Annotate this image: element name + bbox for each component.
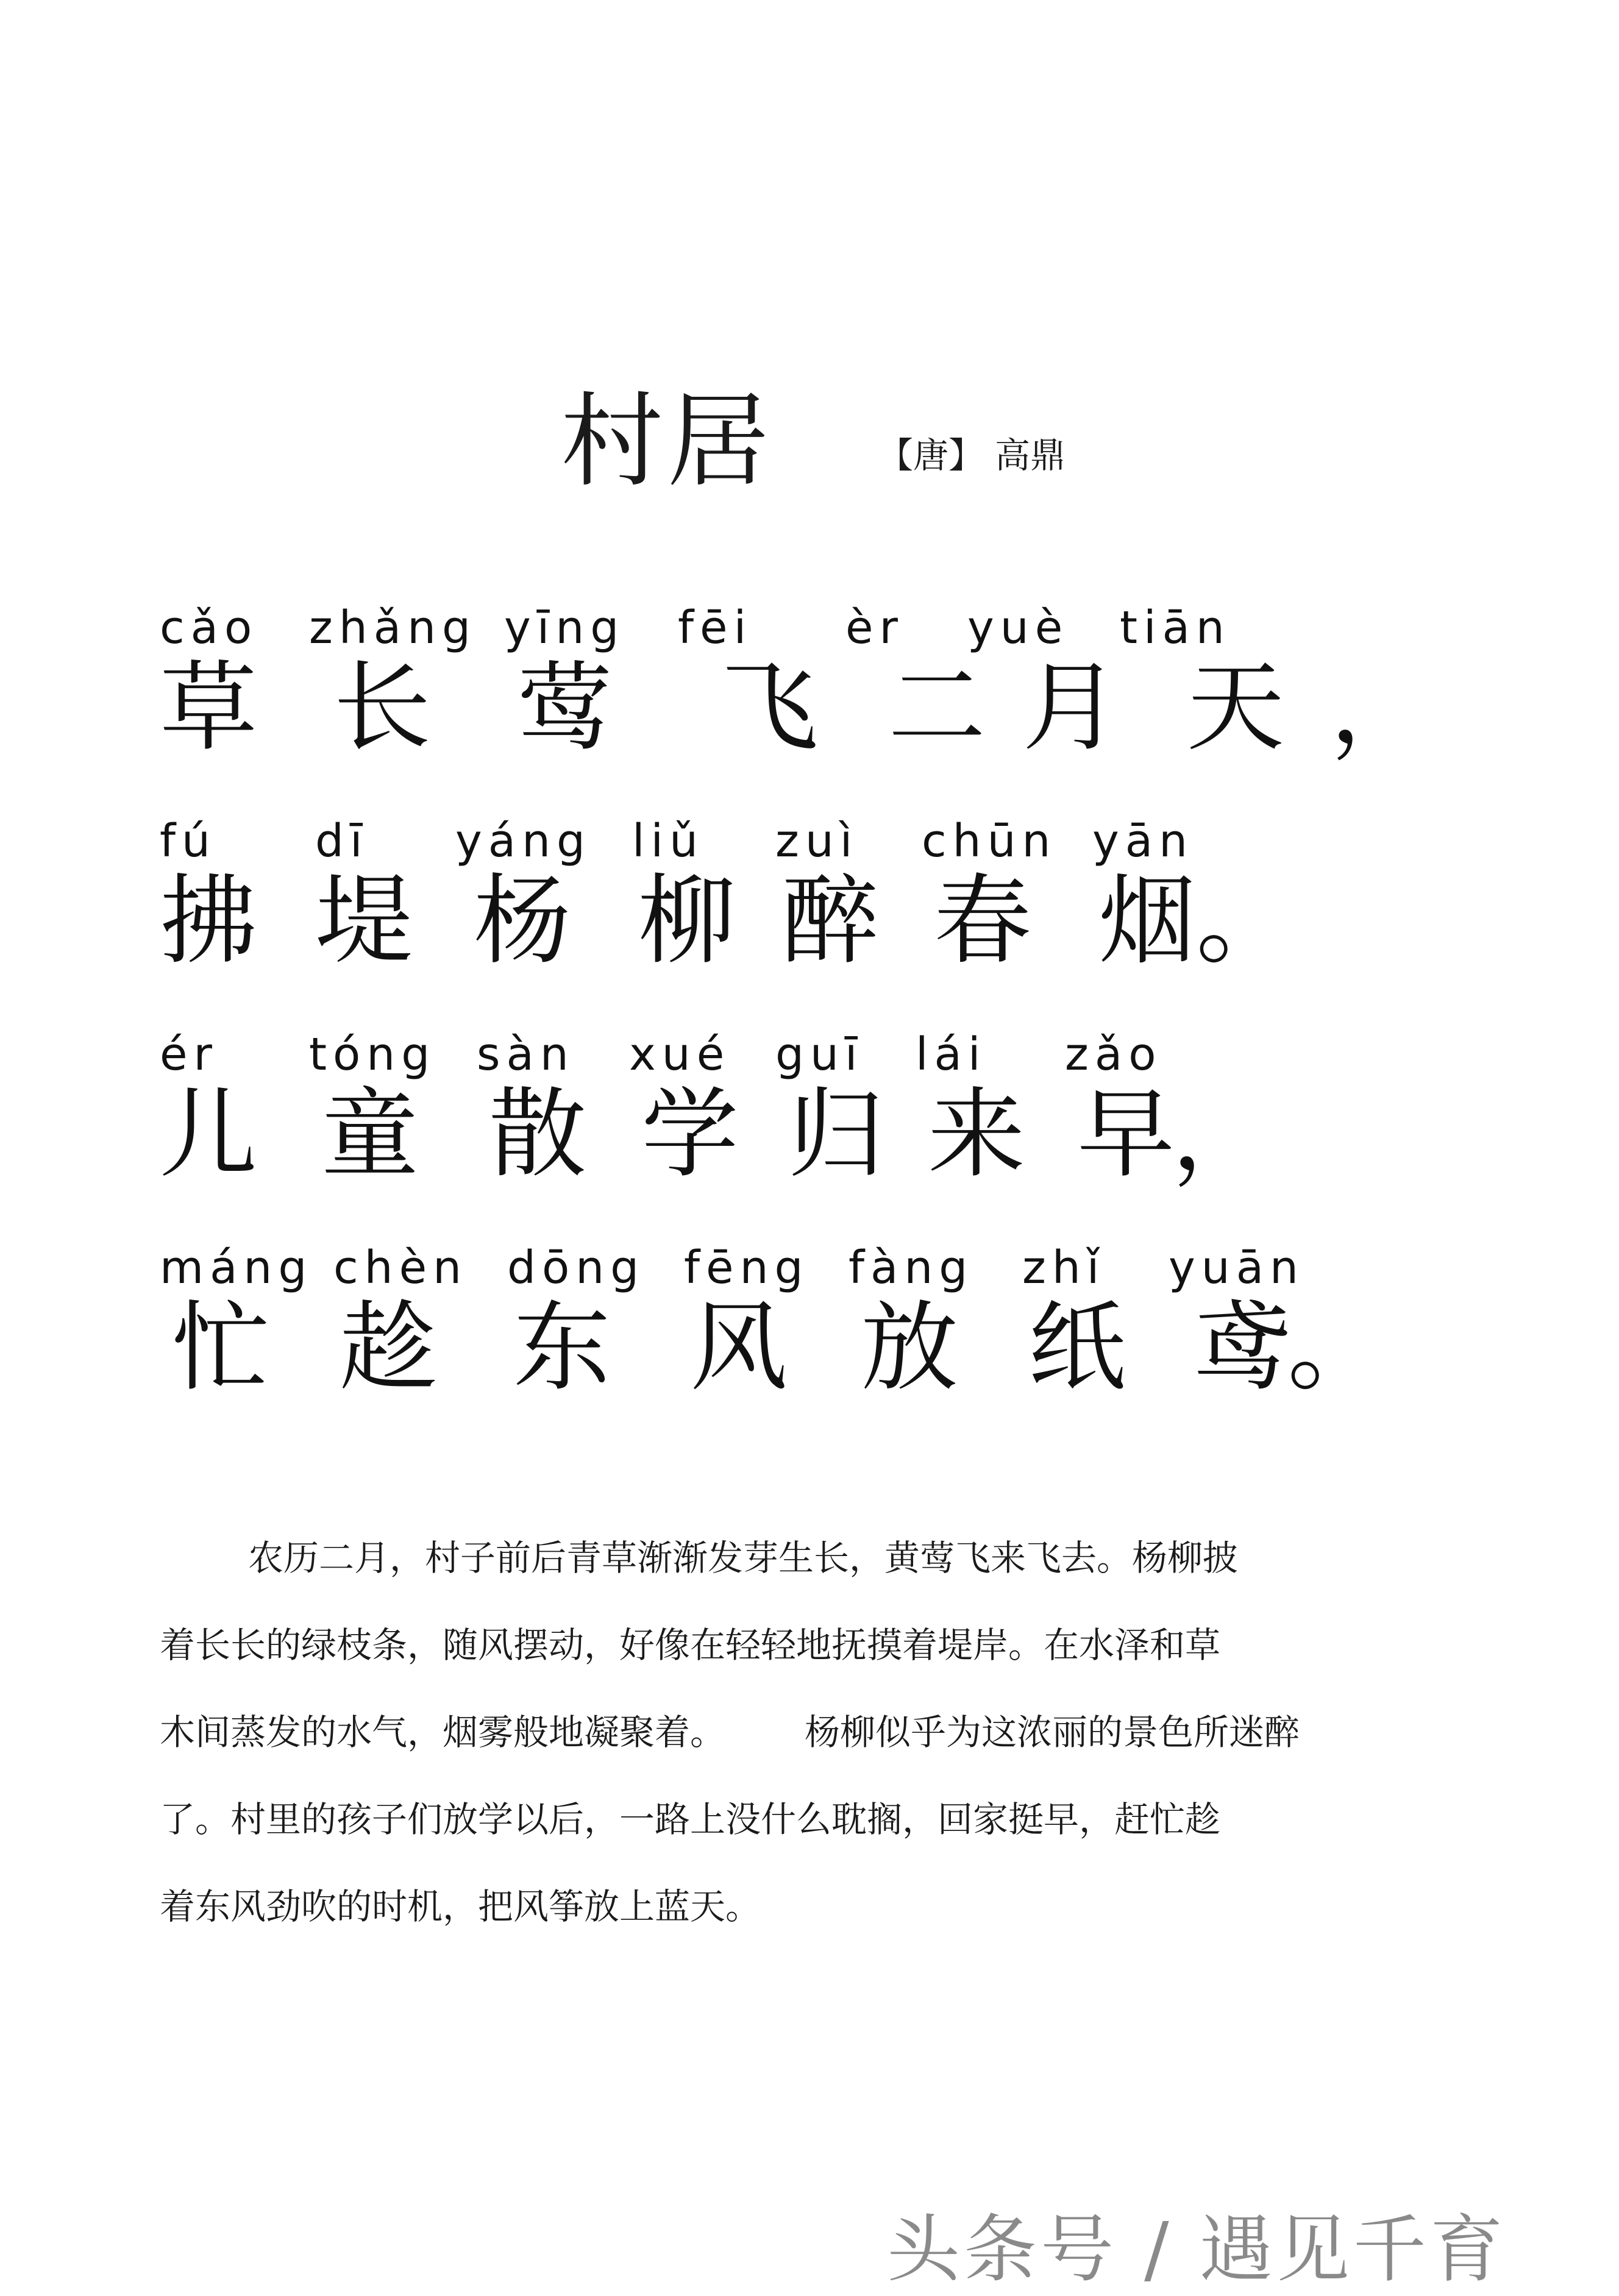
hanzi: 柳 [638, 864, 736, 978]
verse-3 [160, 1027, 1440, 1228]
verse-cell [849, 1240, 974, 1404]
verse-cell [160, 1240, 313, 1404]
pinyin: liǔ [632, 815, 705, 867]
verse-punctuation: ， [1172, 1077, 1270, 1191]
pinyin: fú [160, 815, 216, 867]
poem-author [878, 435, 1066, 476]
pinyin: zǎo [1065, 1028, 1162, 1081]
pinyin: zuì [775, 815, 859, 867]
hanzi: 学 [641, 1077, 739, 1191]
verse-cell [477, 1027, 587, 1191]
verse-cell [775, 1027, 886, 1191]
translation-paragraph [160, 1515, 1452, 1950]
author-dynasty: 【唐】 [878, 435, 984, 476]
verse-cell [309, 600, 477, 764]
verse-cell [775, 814, 880, 978]
pinyin: fàng [849, 1242, 974, 1294]
verse-cell [455, 814, 592, 978]
translation-line: 着东风劲吹的时机，把风筝放上蓝天。 [160, 1886, 761, 1927]
hanzi: 纸 [1028, 1290, 1126, 1404]
verse-cell [922, 814, 1057, 978]
pinyin: guī [775, 1028, 864, 1081]
hanzi: 月 [1022, 650, 1120, 764]
hanzi: 天 [1187, 650, 1285, 764]
hanzi: 东 [513, 1290, 611, 1404]
verse-punctuation: 。 [1287, 1290, 1386, 1404]
translation-line: 着长长的绿枝条，随风摆动，好像在轻轻地抚摸着堤岸。在水泽和草 [160, 1624, 1221, 1666]
verse-cell [504, 600, 625, 764]
hanzi: 拂 [160, 864, 258, 978]
pinyin: dī [315, 815, 369, 867]
hanzi: 长 [333, 650, 432, 764]
translation-line [160, 1689, 1452, 1776]
verse-cell [845, 600, 986, 764]
verse-cell [333, 1240, 468, 1404]
translation-line: 了。村里的孩子们放学以后，一路上没什么耽搁，回家挺早，赶忙趁 [160, 1799, 1221, 1840]
pinyin: tiān [1120, 602, 1231, 654]
verse-4 [160, 1240, 1440, 1441]
hanzi: 来 [928, 1077, 1026, 1191]
verse-cell [1092, 814, 1197, 978]
pinyin: máng [160, 1242, 313, 1294]
translation-line-part: 杨柳似乎为这浓丽的景色所迷醉 [805, 1711, 1300, 1753]
verse-cell [632, 814, 736, 978]
pinyin: yuè [967, 602, 1069, 654]
hanzi: 飞 [721, 650, 819, 764]
verse-cell [684, 1240, 810, 1404]
verse-cell [678, 600, 819, 764]
translation-line-part: 木间蒸发的水气，烟雾般地凝聚着。 [160, 1711, 726, 1753]
verse-cell [160, 814, 258, 978]
verse-cell [967, 600, 1120, 764]
verse-cell [1065, 1027, 1175, 1191]
hanzi: 草 [160, 650, 258, 764]
verse-cell [315, 814, 413, 978]
pinyin: tóng [309, 1028, 436, 1081]
pinyin: yān [1092, 815, 1194, 867]
pinyin: èr [845, 602, 904, 654]
hanzi: 莺 [516, 650, 614, 764]
pinyin: chūn [922, 815, 1057, 867]
verse-cell [1120, 600, 1285, 764]
hanzi: 风 [690, 1290, 788, 1404]
pinyin: ér [160, 1028, 218, 1081]
hanzi: 烟 [1098, 864, 1197, 978]
verse-cell [629, 1027, 739, 1191]
pinyin: xué [629, 1028, 731, 1081]
hanzi: 春 [934, 864, 1032, 978]
hanzi: 放 [861, 1290, 959, 1404]
hanzi: 忙 [172, 1290, 270, 1404]
verse-cell [916, 1027, 1026, 1191]
pinyin: fēi [678, 602, 753, 654]
hanzi: 二 [888, 650, 986, 764]
pinyin: yáng [455, 815, 592, 867]
hanzi: 散 [489, 1077, 587, 1191]
verse-cell [1169, 1240, 1304, 1404]
pinyin: fēng [684, 1242, 810, 1294]
verse-cell [1022, 1240, 1126, 1404]
pinyin: lái [916, 1028, 987, 1081]
pinyin: yīng [504, 602, 625, 654]
hanzi: 归 [788, 1077, 886, 1191]
pinyin: zhǎng [309, 602, 477, 654]
hanzi: 鸢 [1193, 1290, 1291, 1404]
pinyin: sàn [477, 1028, 575, 1081]
watermark: 头条号 / 遇见千育 [887, 2208, 1507, 2292]
verse-1 [160, 600, 1440, 801]
pinyin: chèn [333, 1242, 468, 1294]
hanzi: 趁 [340, 1290, 438, 1404]
hanzi: 早 [1077, 1077, 1175, 1191]
verse-cell [309, 1027, 436, 1191]
verse-cell [507, 1240, 646, 1404]
verse-cell [160, 1027, 258, 1191]
hanzi: 杨 [474, 864, 572, 978]
pinyin: dōng [507, 1242, 646, 1294]
hanzi: 儿 [160, 1077, 258, 1191]
hanzi: 堤 [315, 864, 413, 978]
verse-punctuation: ， [1330, 650, 1428, 764]
hanzi: 童 [321, 1077, 419, 1191]
translation-line: 农历二月，村子前后青草渐渐发芽生长，黄莺飞来飞去。杨柳披 [248, 1537, 1239, 1579]
verse-2 [160, 814, 1440, 1015]
pinyin: yuān [1169, 1242, 1304, 1294]
verse-cell [160, 600, 258, 764]
pinyin: zhǐ [1022, 1242, 1106, 1294]
verse-punctuation: 。 [1196, 864, 1294, 978]
poem-title: 村居 [561, 382, 773, 501]
author-name: 高鼎 [995, 435, 1066, 476]
pinyin: cǎo [160, 602, 258, 654]
hanzi: 醉 [781, 864, 880, 978]
